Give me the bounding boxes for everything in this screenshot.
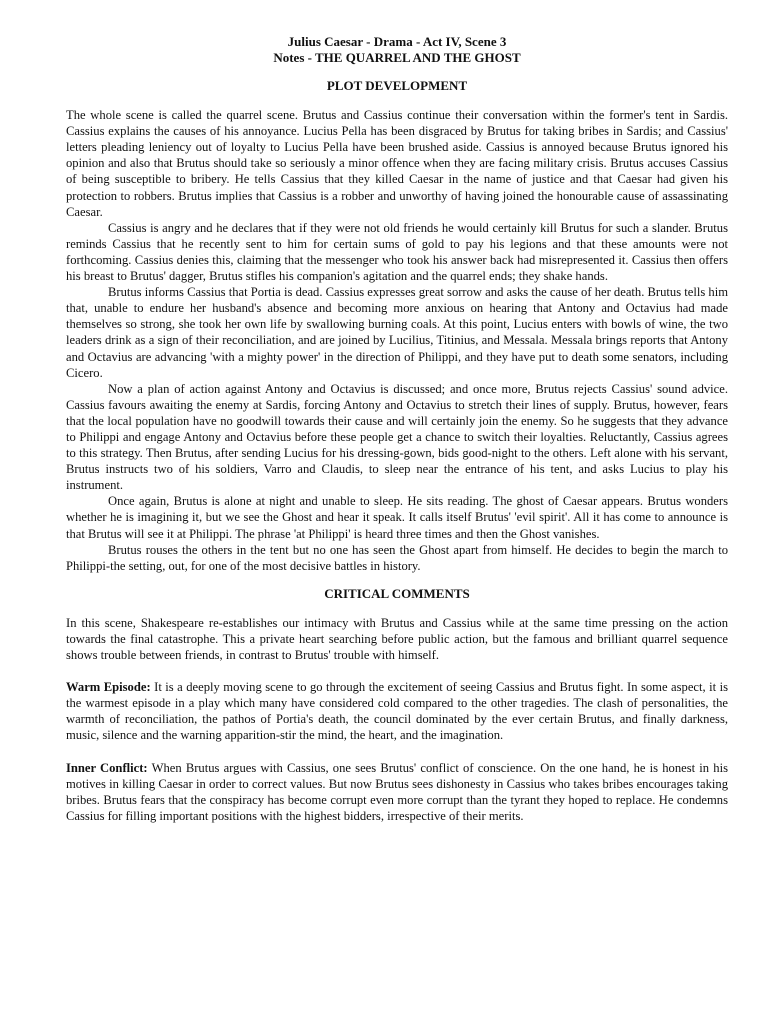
plot-development-heading: PLOT DEVELOPMENT <box>326 78 468 93</box>
document-title: Julius Caesar - Drama - Act IV, Scene 3 <box>287 34 507 49</box>
plot-paragraph-1: The whole scene is called the quarrel scene. Brutus and Cassius continue their conversation within the former's tent in Sardis. Cassius explains the causes of his annoyance. Lucius Pella has been disgraced by Brutus for taking bribes in Sardis; and Cassius' letters pleading leniency out of loyalty to Lucius Pella have been brushed aside. Cassius is annoyed because Brutus ignored his opinion and also that Brutus should take so seriously a minor offence when they are facing military crisis. Brutus accuses Cassius of being susceptible to bribery. He tells Cassius that they killed Caesar in the name of justice and that Caesar had given his protection to robbers. Brutus implies that Cassius is a robber and unworthy of having joined the honourable cause of assassinating Caesar. <box>66 108 728 219</box>
inner-conflict-text: When Brutus argues with Cassius, one sees Brutus' conflict of conscience. On the one hand, he is honest in his motives in killing Caesar in order to correct values. But now Brutus sees dishonesty in Cassius who takes bribes encourages taking bribes. Brutus fears that the conspiracy has become corrupt even more corrupt than the tyrant they hoped to replace. He condemns Cassius for filling important positions with the highest bidders, irrespective of their merits. <box>66 760 728 823</box>
plot-paragraph-2: Cassius is angry and he declares that if they were not old friends he would certainly kill Brutus for such a slander. Brutus reminds Cassius that he recently sent to him for certain sums of gold to pay his legions and that these amounts were not forthcoming. Cassius denies this, claiming that the messenger who took his answer back had misrepresented it. Cassius then offers his breast to Brutus' dagger, Brutus stifles his companion's agitation and the quarrel ends; they shake hands. <box>66 220 728 284</box>
plot-paragraph-4: Now a plan of action against Antony and Octavius is discussed; and once more, Brutus rejects Cassius' sound advice. Cassius favours awaiting the enemy at Sardis, forcing Antony and Octavius to stretch their lines of supply. Brutus, however, fears that the local population have no goodwill towards their cause and will certainly join the enemy. So he suggests that they advance to Philippi and engage Antony and Octavius before these people get a chance to switch their loyalties. Reluctantly, Cassius agrees to this strategy. Then Brutus, after sending Lucius for his dressing-gown, bids good-night to the others. Left alone with his servant, Brutus instructs two of his soldiers, Varro and Claudis, to sleep near the entrance of his tent, and asks Lucius to play his instrument. <box>66 381 728 493</box>
document-page <box>66 34 728 824</box>
warm-episode-label: Warm Episode: <box>66 680 151 695</box>
warm-episode-text: It is a deeply moving scene to go through the excitement of seeing Cassius and Brutus fight. In some aspect, it is the warmest episode in a play which many have considered cold compared to the other tragedies. The clash of personalities, the warmth of reconciliation, the pathos of Portia's death, the council dominated by the ever certain Brutus, and finally darkness, music, silence and the warning apparition-stir the mind, the heart, and the imagination. <box>66 680 728 743</box>
plot-paragraph-3: Brutus informs Cassius that Portia is dead. Cassius expresses great sorrow and asks the cause of her death. Brutus tells him that, unable to endure her husband's absence and becoming more anxious on hearing that Antony and Octavius had made themselves so strong, she took her own life by swallowing burning coals. At this point, Lucius enters with bowls of wine, the two leaders drink as a sign of their reconciliation, and are joined by Lucilius, Titinius, and Messala. Messala brings reports that Antony and Octavius are advancing 'with a mighty power' in the direction of Philippi, and they have put to death some senators, including Cicero. <box>66 285 728 380</box>
critical-intro-paragraph: In this scene, Shakespeare re-establishes our intimacy with Brutus and Cassius while at the same time pressing on the action towards the final catastrophe. This a private heart searching before public action, but the famous and brilliant quarrel sequence shows trouble between friends, in contrast to Brutus' trouble with himself. <box>66 615 728 663</box>
plot-paragraph-6: Brutus rouses the others in the tent but no one has seen the Ghost apart from himself. He decides to begin the march to Philippi-the setting, out, for one of the most decisive battles in history. <box>66 542 728 573</box>
inner-conflict-label: Inner Conflict: <box>66 760 148 775</box>
plot-paragraph-5: Once again, Brutus is alone at night and unable to sleep. He sits reading. The ghost of Caesar appears. Brutus wonders whether he is imagining it, but we see the Ghost and hear it speak. It calls itself Brutus' 'evil spirit'. All it has come to announce is that Brutus will see it at Philippi. The phrase 'at Philippi' is heard three times and then the Ghost vanishes. <box>66 494 728 541</box>
warm-episode-paragraph <box>66 679 728 743</box>
inner-conflict-paragraph <box>66 760 728 824</box>
document-subtitle: Notes - THE QUARREL AND THE GHOST <box>273 50 521 65</box>
critical-comments-heading: CRITICAL COMMENTS <box>324 585 470 601</box>
